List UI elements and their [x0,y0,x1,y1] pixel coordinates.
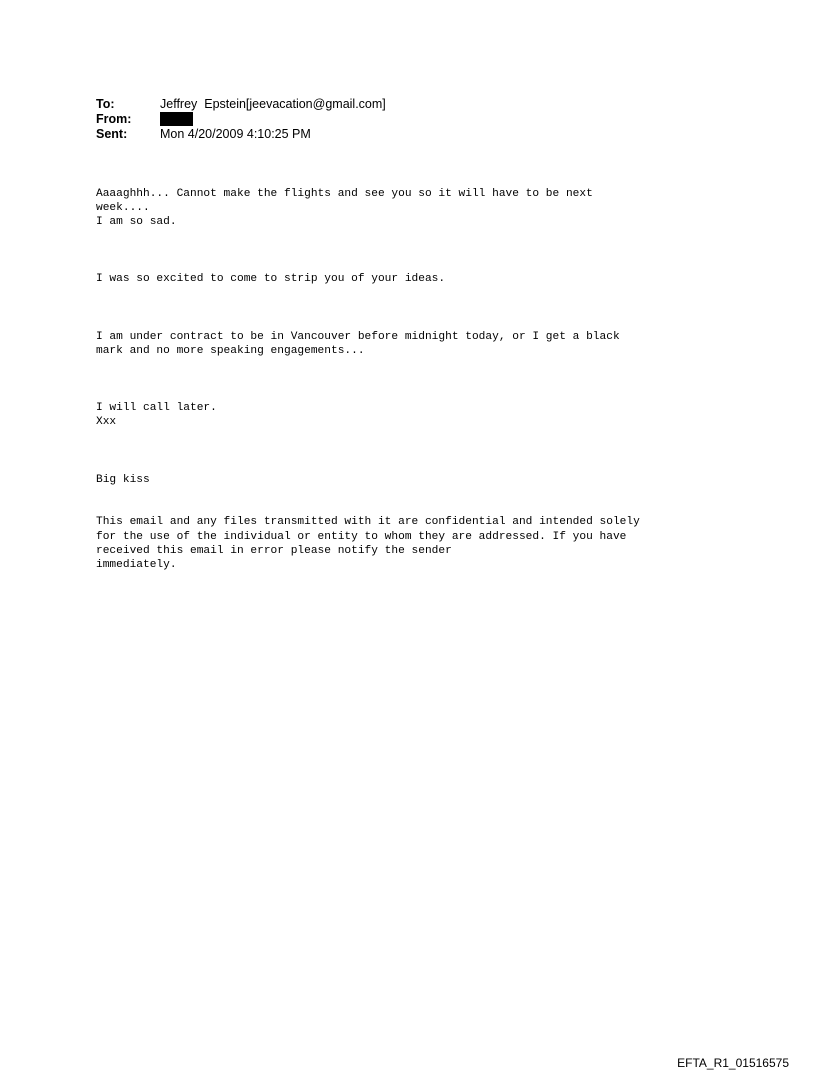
sent-label: Sent: [96,126,128,141]
to-label: To: [96,96,115,111]
confidentiality-notice: This email and any files transmitted with it are confidential and intended solely for the use of the individual or entity to whom they are addressed. If you have received this email in error please notify the sender immediately. [96,516,640,572]
body-paragraph: I am under contract to be in Vancouver before midnight today, or I get a black mark and no more speaking engagements... [96,330,620,357]
document-id: EFTA_R1_01516575 [677,1056,789,1070]
from-label: From: [96,111,132,126]
from-row [96,111,386,126]
body-paragraph: I will call later. Xxx [96,402,217,429]
body-paragraph: I was so excited to come to strip you of your ideas. [96,273,446,286]
sent-value: Mon 4/20/2009 4:10:25 PM [160,126,311,141]
email-header [96,96,386,141]
body-paragraph: Aaaaghhh... Cannot make the flights and see you so it will have to be next week.... I am so sad. [96,187,593,229]
email-body [96,158,640,587]
to-row [96,96,386,111]
sent-row [96,126,386,141]
redaction-box [160,112,193,126]
to-value: Jeffrey Epstein[jeevacation@gmail.com] [160,96,386,111]
sign-off: Big kiss [96,473,150,486]
